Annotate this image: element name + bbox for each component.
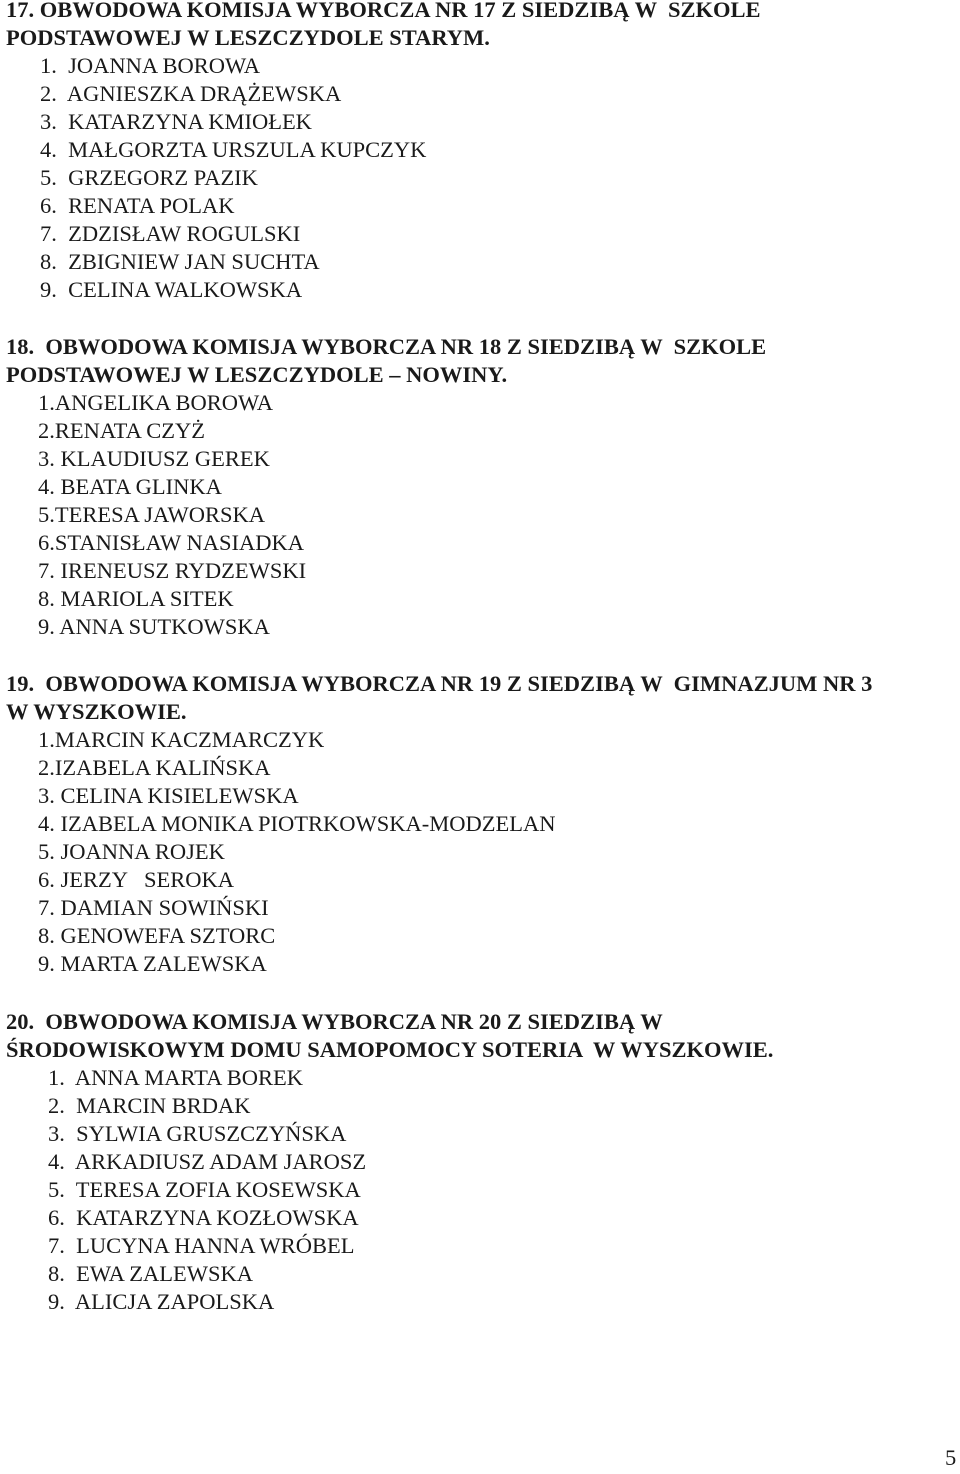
list-item: 9. CELINA WALKOWSKA (40, 277, 303, 302)
section-title-line2: ŚRODOWISKOWYM DOMU SAMOPOMOCY SOTERIA W WYSZKOWIE. (6, 1037, 774, 1062)
list-item: 7. ZDZISŁAW ROGULSKI (40, 221, 301, 246)
list-item: 1. ANNA MARTA BOREK (48, 1065, 304, 1090)
list-item: 3. SYLWIA GRUSZCZYŃSKA (48, 1121, 347, 1146)
list-item: 6.STANISŁAW NASIADKA (38, 530, 304, 555)
list-item: 2. MARCIN BRDAK (48, 1093, 251, 1118)
list-item: 4. IZABELA MONIKA PIOTRKOWSKA-MODZELAN (38, 811, 556, 836)
section-title-line1: 20. OBWODOWA KOMISJA WYBORCZA NR 20 Z SIEDZIBĄ W (6, 1009, 663, 1034)
list-item: 6. RENATA POLAK (40, 193, 235, 218)
list-item: 1. JOANNA BOROWA (40, 53, 261, 78)
list-item: 7. DAMIAN SOWIŃSKI (38, 895, 269, 920)
list-item: 5.TERESA JAWORSKA (38, 502, 265, 527)
list-item: 8. EWA ZALEWSKA (48, 1261, 253, 1286)
list-item: 7. LUCYNA HANNA WRÓBEL (48, 1233, 355, 1258)
section-title-line1: 19. OBWODOWA KOMISJA WYBORCZA NR 19 Z SIEDZIBĄ W GIMNAZJUM NR 3 (6, 671, 873, 696)
list-item: 6. KATARZYNA KOZŁOWSKA (48, 1205, 359, 1230)
list-item: 1.MARCIN KACZMARCZYK (38, 727, 325, 752)
list-item: 1.ANGELIKA BOROWA (38, 390, 273, 415)
list-item: 8. ZBIGNIEW JAN SUCHTA (40, 249, 320, 274)
section-title-line2: PODSTAWOWEJ W LESZCZYDOLE STARYM. (6, 25, 490, 50)
list-item: 2. AGNIESZKA DRĄŻEWSKA (40, 81, 342, 106)
list-item: 4. ARKADIUSZ ADAM JAROSZ (48, 1149, 367, 1174)
list-item: 3. CELINA KISIELEWSKA (38, 783, 299, 808)
list-item: 9. ALICJA ZAPOLSKA (48, 1289, 275, 1314)
list-item: 2.RENATA CZYŻ (38, 418, 205, 443)
list-item: 3. KLAUDIUSZ GEREK (38, 446, 270, 471)
list-item: 9. ANNA SUTKOWSKA (38, 614, 270, 639)
list-item: 5. GRZEGORZ PAZIK (40, 165, 258, 190)
list-item: 8. MARIOLA SITEK (38, 586, 234, 611)
list-item: 5. JOANNA ROJEK (38, 839, 225, 864)
section-title-line1: 17. OBWODOWA KOMISJA WYBORCZA NR 17 Z SIEDZIBĄ W SZKOLE (6, 0, 761, 22)
list-item: 2.IZABELA KALIŃSKA (38, 755, 271, 780)
list-item: 3. KATARZYNA KMIOŁEK (40, 109, 312, 134)
list-item: 6. JERZY SEROKA (38, 867, 235, 892)
page-number: 5 (945, 1445, 957, 1470)
section-title-line1: 18. OBWODOWA KOMISJA WYBORCZA NR 18 Z SIEDZIBĄ W SZKOLE (6, 334, 767, 359)
list-item: 5. TERESA ZOFIA KOSEWSKA (48, 1177, 361, 1202)
list-item: 4. MAŁGORZTA URSZULA KUPCZYK (40, 137, 427, 162)
list-item: 9. MARTA ZALEWSKA (38, 951, 267, 976)
list-item: 8. GENOWEFA SZTORC (38, 923, 276, 948)
section-title-line2: PODSTAWOWEJ W LESZCZYDOLE – NOWINY. (6, 362, 508, 387)
list-item: 7. IRENEUSZ RYDZEWSKI (38, 558, 307, 583)
list-item: 4. BEATA GLINKA (38, 474, 222, 499)
section-title-line2: W WYSZKOWIE. (6, 699, 187, 724)
